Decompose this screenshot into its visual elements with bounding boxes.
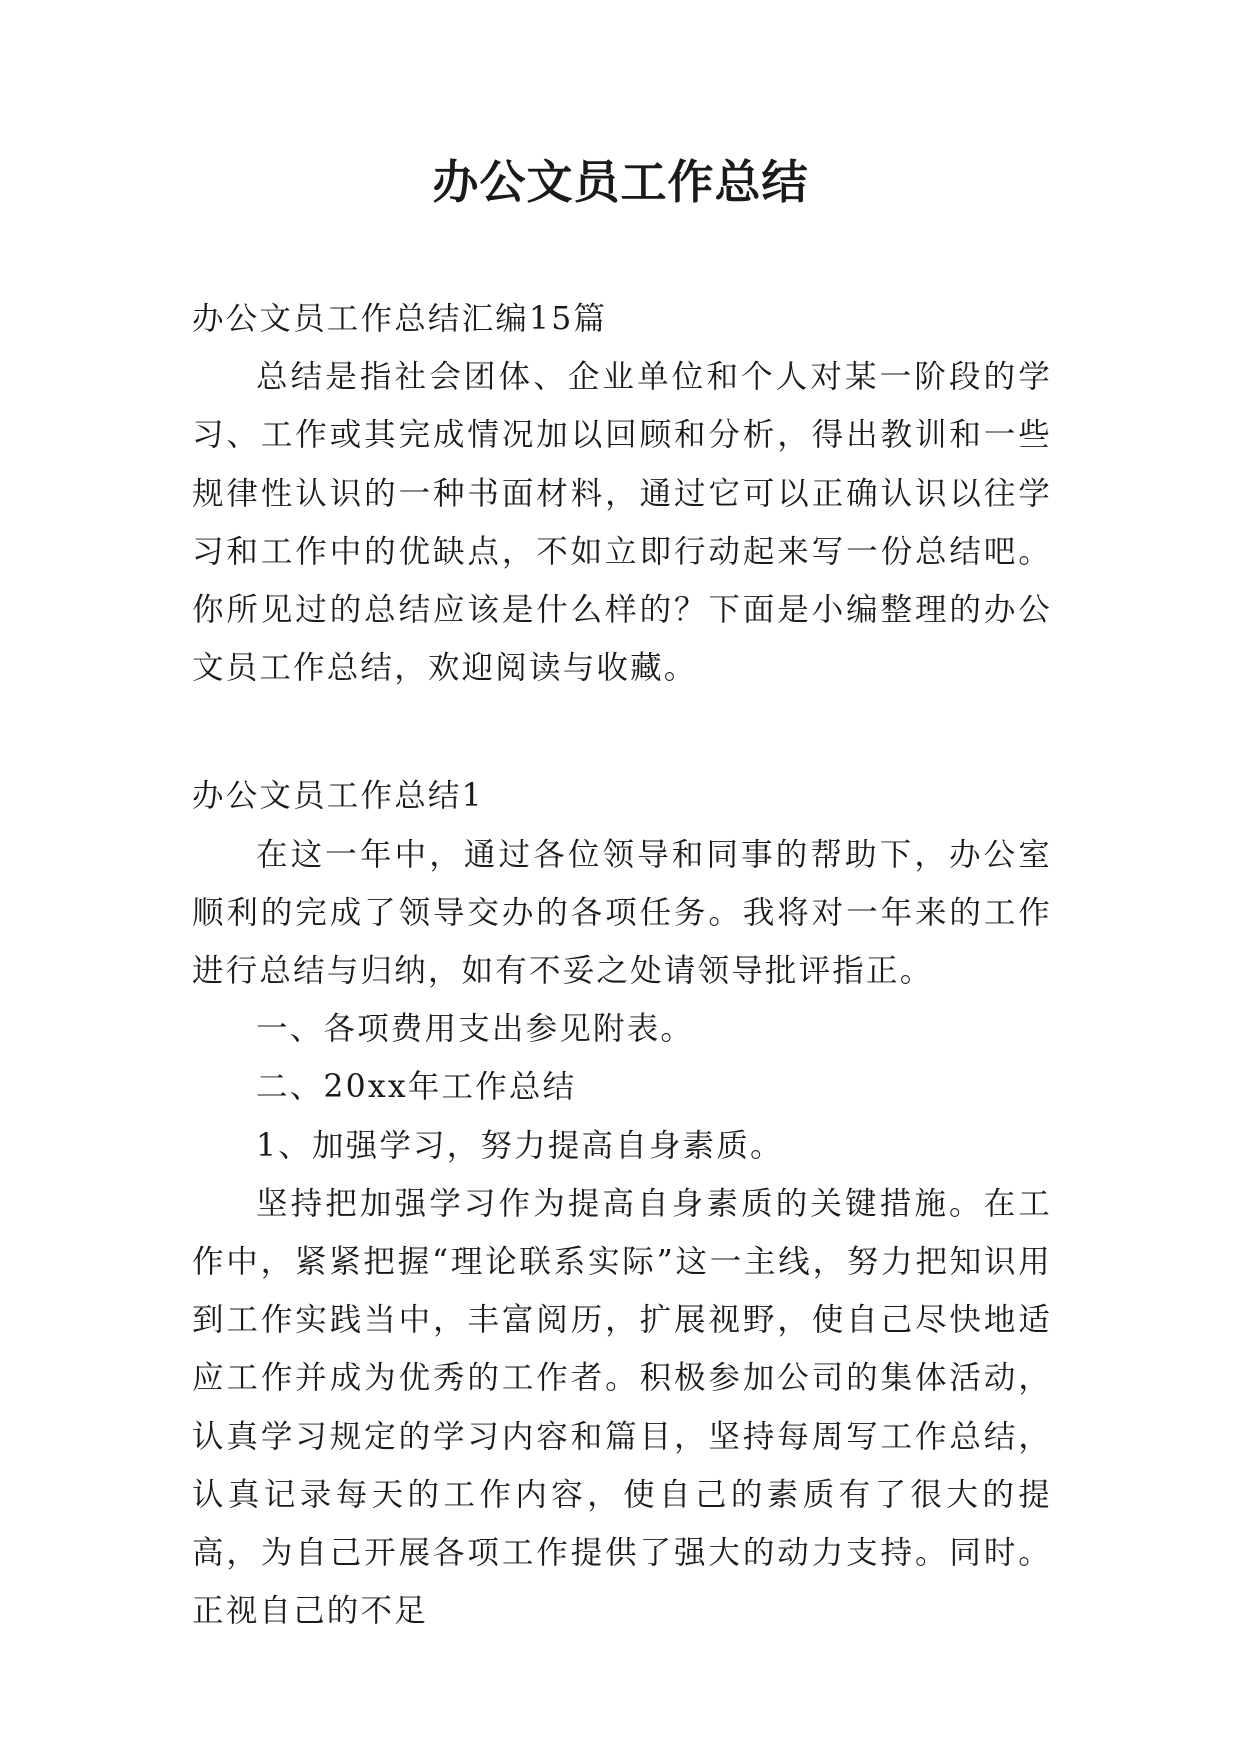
section-1-paragraph-1: 在这一年中，通过各位领导和同事的帮助下，办公室顺利的完成了领导交办的各项任务。我将对一年来的工作进行总结与归纳，如有不妥之处请领导批评指正。 (192, 836, 1052, 990)
document-title: 办公文员工作总结 (432, 155, 809, 209)
section-1-heading: 办公文员工作总结1 (192, 778, 484, 815)
section-1-paragraph-2: 一、各项费用支出参见附表。 (256, 1011, 695, 1048)
section-1-paragraph-3: 二、20xx年工作总结 (256, 1069, 577, 1106)
document-body (192, 290, 1052, 1640)
section-1-paragraph-4: 1、加强学习，努力提高自身素质。 (256, 1127, 784, 1164)
intro-paragraph: 总结是指社会团体、企业单位和个人对某一阶段的学习、工作或其完成情况加以回顾和分析，得出教训和一些规律性认识的一种书面材料，通过它可以正确认识以往学习和工作中的优缺点，不如立即行动起来写一份总结吧。你所见过的总结应该是什么样的？下面是小编整理的办公文员工作总结，欢迎阅读与收藏。 (192, 359, 1052, 687)
section-spacer (192, 697, 1052, 767)
section-1-paragraph-5: 坚持把加强学习作为提高自身素质的关键措施。在工作中，紧紧把握“理论联系实际”这一主线，努力把知识用到工作实践当中，丰富阅历，扩展视野，使自己尽快地适应工作并成为优秀的工作者。积极参加公司的集体活动，认真学习规定的学习内容和篇目，坚持每周写工作总结，认真记录每天的工作内容，使自己的素质有了很大的提高，为自己开展各项工作提供了强大的动力支持。同时。正视自己的不足 (192, 1185, 1052, 1630)
document-subtitle: 办公文员工作总结汇编15篇 (192, 301, 608, 337)
